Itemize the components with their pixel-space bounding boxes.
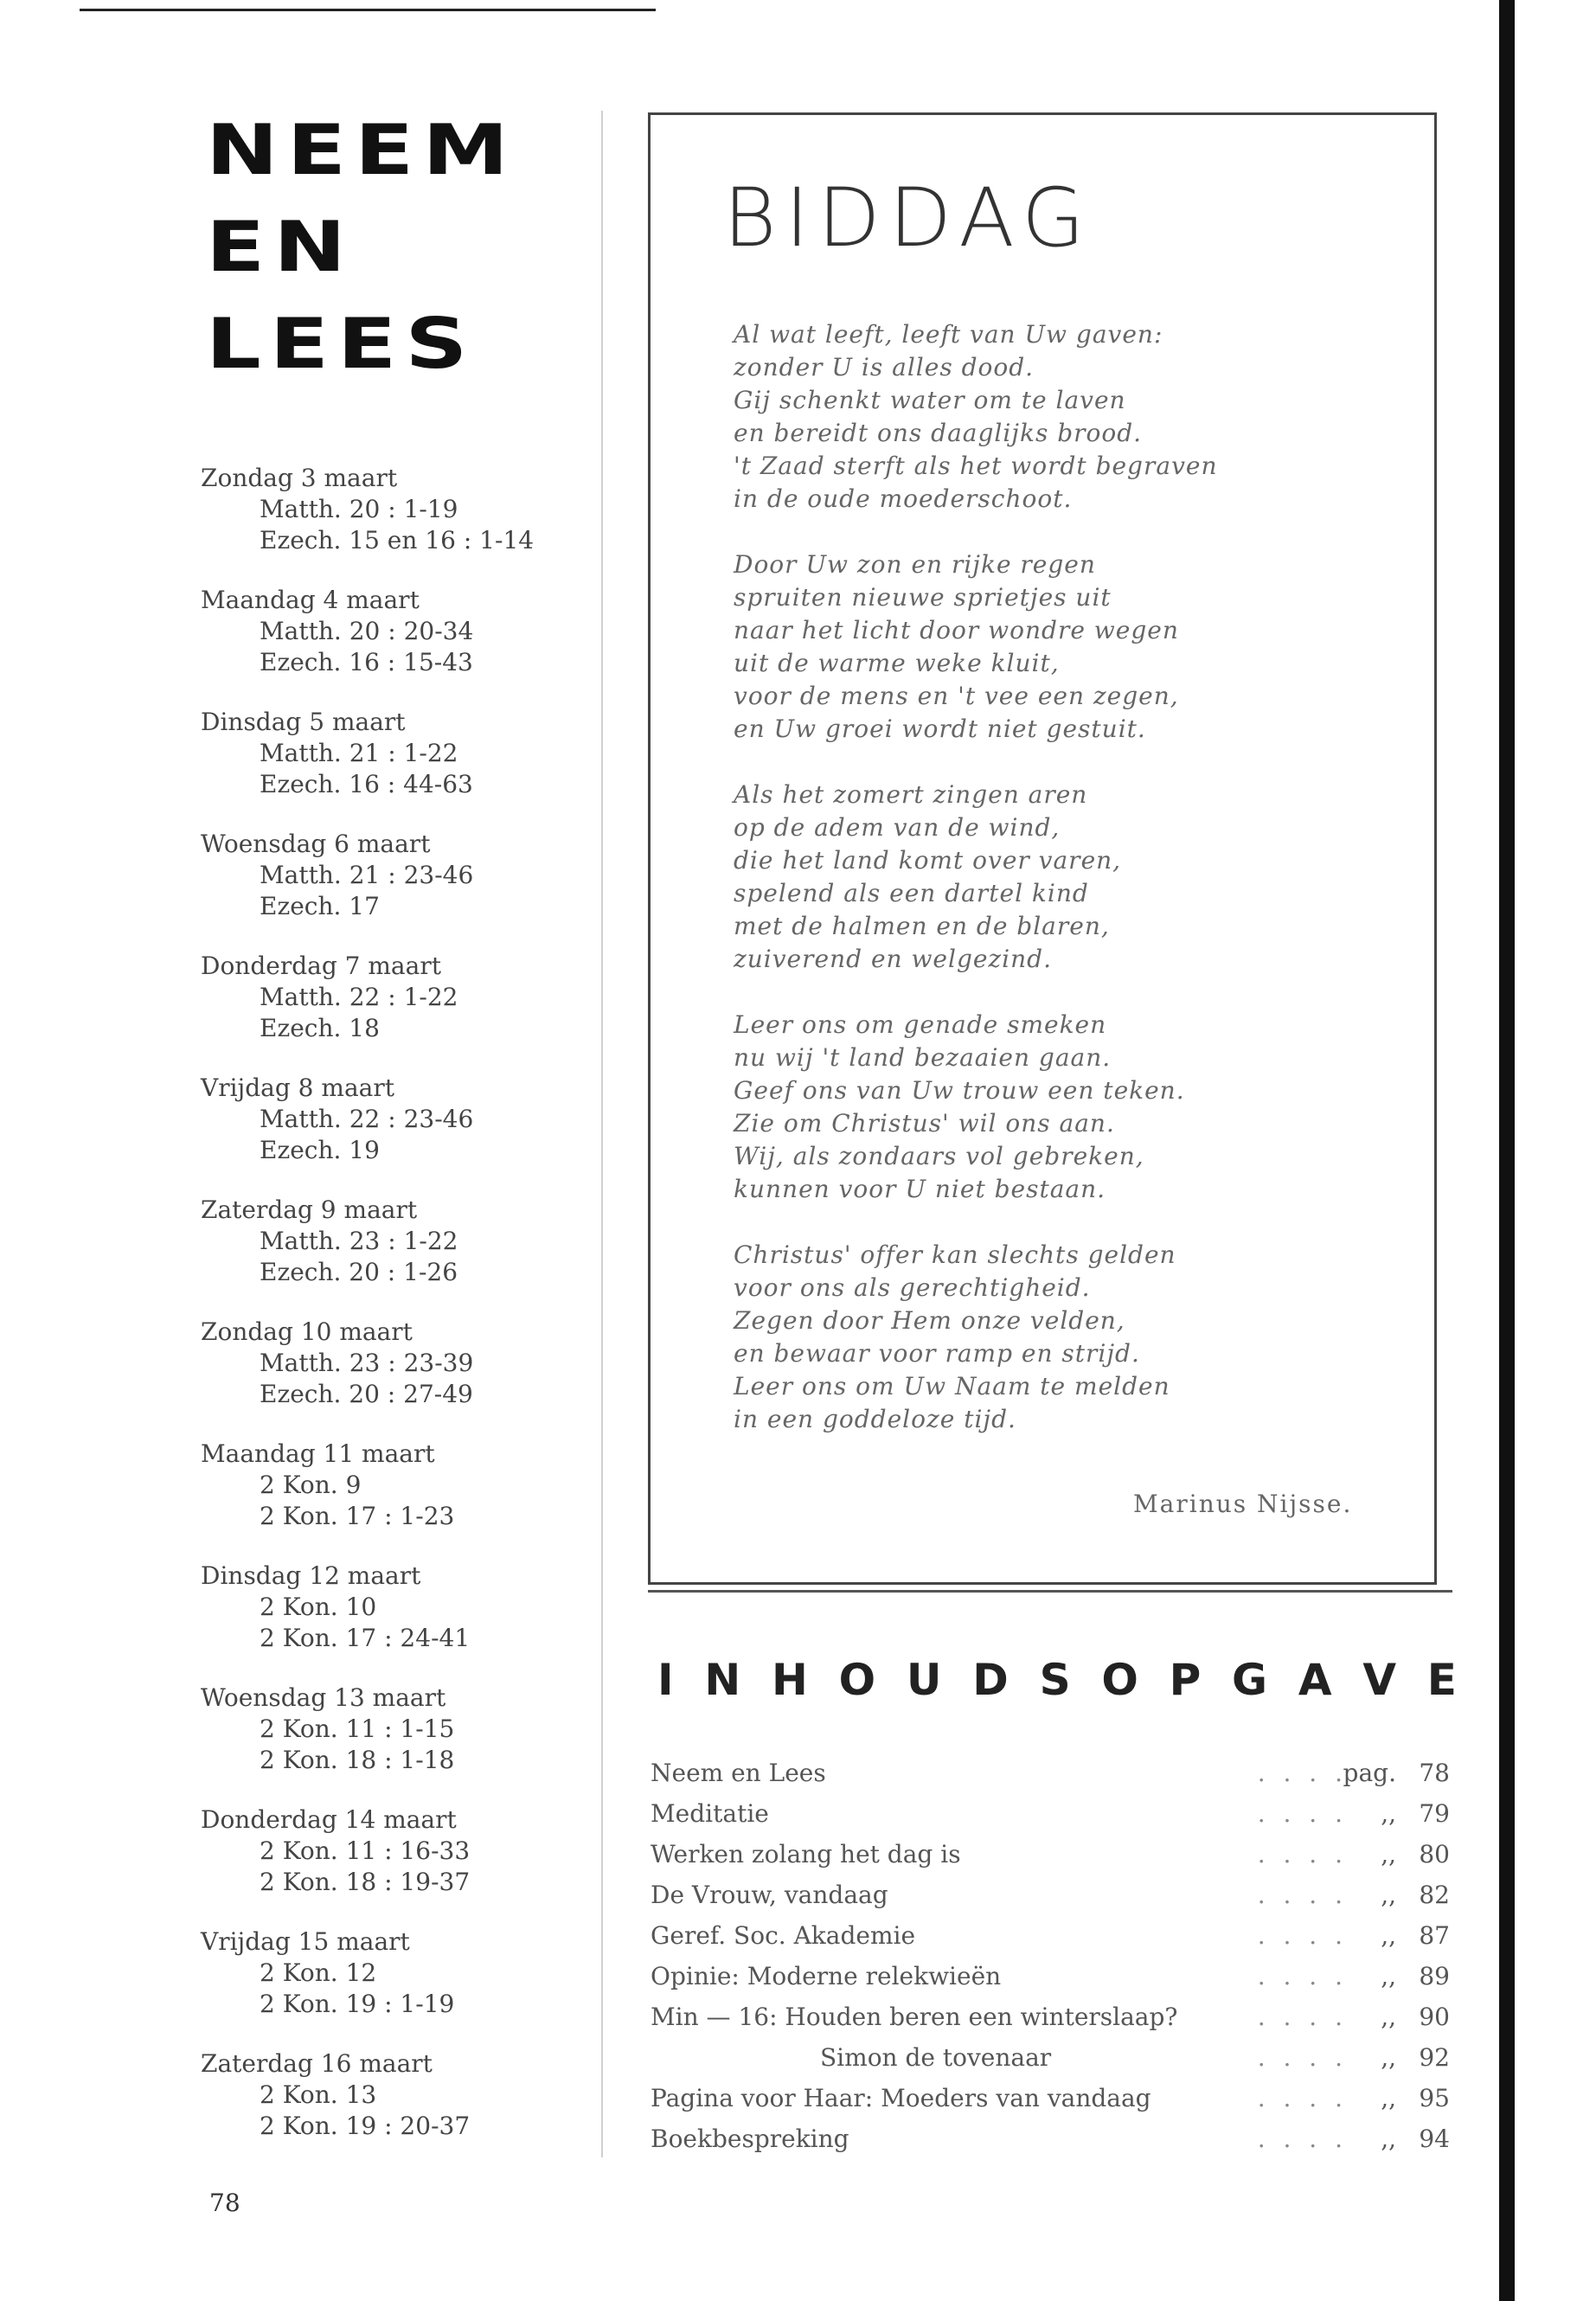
reading-day-label: Vrijdag 15 maart bbox=[201, 1927, 410, 1956]
toc-entry-label: Geref. Soc. Akademie bbox=[651, 1921, 916, 1950]
toc-entry-page: 82 bbox=[1419, 1881, 1450, 1909]
poem-stanza bbox=[734, 779, 1408, 976]
poem-line: in een goddeloze tijd. bbox=[734, 1405, 1016, 1433]
toc-title-letter: A bbox=[1298, 1655, 1332, 1705]
reading-day-label: Woensdag 6 maart bbox=[201, 830, 431, 858]
reading-reference: Ezech. 19 bbox=[260, 1136, 380, 1164]
toc-title-letter: D bbox=[972, 1655, 1009, 1705]
reading-reference: 2 Kon. 19 : 1-19 bbox=[260, 1990, 455, 2018]
poem-line: Christus' offer kan slechts gelden bbox=[734, 1240, 1176, 1269]
neem-en-lees-title bbox=[206, 102, 569, 393]
poem-line: die het land komt over varen, bbox=[734, 846, 1122, 875]
toc-title-letter: G bbox=[1232, 1655, 1268, 1705]
toc-entry bbox=[651, 2037, 1450, 2078]
toc-entry-page: 80 bbox=[1419, 1840, 1450, 1868]
poem-line: naar het licht door wondre wegen bbox=[734, 616, 1179, 644]
toc-entry-page: 79 bbox=[1419, 1799, 1450, 1828]
reading-day-label: Dinsdag 5 maart bbox=[201, 708, 406, 736]
toc-title-letter: H bbox=[772, 1655, 808, 1705]
toc-entry-page: 95 bbox=[1419, 2084, 1450, 2112]
reading-reference: 2 Kon. 18 : 19-37 bbox=[260, 1868, 471, 1896]
toc-leader-dots: . . . . bbox=[1257, 1881, 1348, 1909]
poem-line: Gij schenkt water om te laven bbox=[734, 386, 1126, 414]
reading-reference: Matth. 21 : 1-22 bbox=[260, 739, 458, 767]
poem-author: Marinus Nijsse. bbox=[1133, 1490, 1353, 1518]
reading-reference: Ezech. 20 : 1-26 bbox=[260, 1258, 458, 1286]
reading-reference: 2 Kon. 17 : 1-23 bbox=[260, 1502, 455, 1530]
toc-entry bbox=[651, 1956, 1450, 1997]
poem-line: 't Zaad sterft als het wordt begraven bbox=[734, 452, 1218, 480]
poem-line: en Uw groei wordt niet gestuit. bbox=[734, 715, 1146, 743]
poem-line: kunnen voor U niet bestaan. bbox=[734, 1175, 1106, 1203]
reading-day bbox=[201, 1439, 573, 1561]
top-rule bbox=[80, 9, 656, 11]
table-of-contents bbox=[651, 1753, 1450, 2159]
reading-reference: Ezech. 16 : 44-63 bbox=[260, 770, 473, 798]
poem-line: in de oude moederschoot. bbox=[734, 484, 1073, 513]
poem-line: voor ons als gerechtigheid. bbox=[734, 1273, 1091, 1302]
toc-leader-dots: . . . . bbox=[1257, 2084, 1348, 2112]
poem-line: uit de warme weke kluit, bbox=[734, 649, 1060, 677]
reading-day bbox=[201, 463, 573, 585]
toc-entry-page: 90 bbox=[1419, 2003, 1450, 2031]
toc-entry-prefix: ,, bbox=[1381, 1881, 1396, 1909]
poem-line: op de adem van de wind, bbox=[734, 813, 1061, 842]
page-number: 78 bbox=[209, 2189, 240, 2217]
poem-body bbox=[734, 318, 1408, 1469]
toc-entry bbox=[651, 1997, 1450, 2037]
toc-entry-prefix: pag. bbox=[1343, 1759, 1396, 1787]
poem-stanza bbox=[734, 548, 1408, 746]
poem-title: BIDDAG bbox=[723, 171, 1093, 266]
reading-day-label: Dinsdag 12 maart bbox=[201, 1561, 421, 1590]
toc-title-letter: O bbox=[1101, 1655, 1138, 1705]
column-divider bbox=[601, 111, 603, 2157]
poem-stanza bbox=[734, 318, 1408, 516]
reading-day-label: Maandag 11 maart bbox=[201, 1439, 435, 1468]
toc-leader-dots: . . . . bbox=[1257, 1799, 1348, 1828]
toc-entry-prefix: ,, bbox=[1381, 1962, 1396, 1990]
reading-day bbox=[201, 951, 573, 1073]
poem-line: en bewaar voor ramp en strijd. bbox=[734, 1339, 1140, 1368]
poem-stanza bbox=[734, 1239, 1408, 1436]
toc-entry-label: Neem en Lees bbox=[651, 1759, 826, 1787]
toc-leader-dots: . . . . bbox=[1257, 2003, 1348, 2031]
toc-leader-dots: . . . . bbox=[1257, 1840, 1348, 1868]
toc-entry-label: Meditatie bbox=[651, 1799, 769, 1828]
title-line: NEEM bbox=[206, 110, 517, 190]
toc-entry-prefix: ,, bbox=[1381, 1799, 1396, 1828]
toc-title bbox=[657, 1654, 1457, 1706]
toc-entry-prefix: ,, bbox=[1381, 2125, 1396, 2153]
reading-reference: 2 Kon. 13 bbox=[260, 2080, 377, 2109]
reading-reference: Ezech. 18 bbox=[260, 1014, 380, 1042]
reading-reference: Matth. 23 : 23-39 bbox=[260, 1349, 474, 1377]
toc-leader-dots: . . . . bbox=[1257, 1759, 1348, 1787]
reading-reference: 2 Kon. 18 : 1-18 bbox=[260, 1746, 455, 1774]
poem-box-underline bbox=[648, 1590, 1452, 1593]
reading-reference: Ezech. 17 bbox=[260, 892, 380, 920]
reading-reference: Matth. 21 : 23-46 bbox=[260, 861, 474, 889]
reading-reference: Matth. 20 : 1-19 bbox=[260, 495, 458, 523]
poem-line: Geef ons van Uw trouw een teken. bbox=[734, 1076, 1185, 1105]
poem-line: Door Uw zon en rijke regen bbox=[734, 550, 1096, 579]
toc-title-letter: E bbox=[1426, 1655, 1457, 1705]
poem-line: Leer ons om genade smeken bbox=[734, 1010, 1107, 1039]
toc-entry-label: Pagina voor Haar: Moeders van vandaag bbox=[651, 2084, 1151, 2112]
poem-line: nu wij 't land bezaaien gaan. bbox=[734, 1043, 1112, 1072]
reading-day bbox=[201, 829, 573, 951]
reading-day-label: Zondag 3 maart bbox=[201, 464, 398, 492]
toc-entry-prefix: ,, bbox=[1381, 2003, 1396, 2031]
toc-entry-page: 89 bbox=[1419, 1962, 1450, 1990]
poem-line: Zegen door Hem onze velden, bbox=[734, 1306, 1125, 1335]
reading-reference: 2 Kon. 10 bbox=[260, 1593, 377, 1621]
toc-leader-dots: . . . . bbox=[1257, 1962, 1348, 1990]
poem-line: Als het zomert zingen aren bbox=[734, 780, 1088, 809]
toc-title-letter: V bbox=[1362, 1655, 1397, 1705]
toc-entry-prefix: ,, bbox=[1381, 1921, 1396, 1950]
poem-line: voor de mens en 't vee een zegen, bbox=[734, 682, 1179, 710]
toc-entry bbox=[651, 1875, 1450, 1915]
reading-reference: Matth. 22 : 23-46 bbox=[260, 1105, 474, 1133]
reading-reference: 2 Kon. 9 bbox=[260, 1471, 362, 1499]
toc-entry bbox=[651, 1834, 1450, 1875]
reading-day bbox=[201, 585, 573, 707]
reading-reference: Ezech. 15 en 16 : 1-14 bbox=[260, 526, 535, 554]
reading-reference: 2 Kon. 11 : 16-33 bbox=[260, 1836, 471, 1865]
reading-day bbox=[201, 707, 573, 829]
reading-day-label: Zondag 10 maart bbox=[201, 1317, 413, 1346]
toc-entry-prefix: ,, bbox=[1381, 2043, 1396, 2072]
reading-day-label: Zaterdag 16 maart bbox=[201, 2049, 433, 2078]
poem-line: Wij, als zondaars vol gebreken, bbox=[734, 1142, 1144, 1170]
reading-day-label: Maandag 4 maart bbox=[201, 586, 420, 614]
reading-day bbox=[201, 1682, 573, 1804]
reading-reference: 2 Kon. 11 : 1-15 bbox=[260, 1715, 455, 1743]
poem-line: met de halmen en de blaren, bbox=[734, 912, 1110, 940]
reading-reference: 2 Kon. 17 : 24-41 bbox=[260, 1624, 471, 1652]
poem-line: Zie om Christus' wil ons aan. bbox=[734, 1109, 1115, 1138]
toc-entry bbox=[651, 1793, 1450, 1834]
toc-entry bbox=[651, 2078, 1450, 2118]
reading-reference: Matth. 22 : 1-22 bbox=[260, 983, 458, 1011]
reading-reference: Matth. 23 : 1-22 bbox=[260, 1227, 458, 1255]
poem-line: spruiten nieuwe sprietjes uit bbox=[734, 583, 1112, 612]
reading-day bbox=[201, 1804, 573, 1926]
toc-entry-label: Min — 16: Houden beren een winterslaap? bbox=[651, 2003, 1178, 2031]
right-edge-bar bbox=[1499, 0, 1515, 2301]
toc-entry-label: Simon de tovenaar bbox=[820, 2043, 1052, 2072]
reading-day bbox=[201, 1926, 573, 2048]
toc-entry-prefix: ,, bbox=[1381, 1840, 1396, 1868]
toc-entry bbox=[651, 2118, 1450, 2159]
reading-day-label: Donderdag 7 maart bbox=[201, 952, 441, 980]
title-line: EN bbox=[206, 207, 356, 287]
toc-entry-prefix: ,, bbox=[1381, 2084, 1396, 2112]
poem-line: Al wat leeft, leeft van Uw gaven: bbox=[734, 320, 1163, 349]
toc-entry-page: 78 bbox=[1419, 1759, 1450, 1787]
toc-title-letter: P bbox=[1169, 1655, 1202, 1705]
toc-entry bbox=[651, 1753, 1450, 1793]
toc-leader-dots: . . . . bbox=[1257, 1921, 1348, 1950]
reading-day bbox=[201, 1317, 573, 1439]
toc-leader-dots: . . . . bbox=[1257, 2125, 1348, 2153]
toc-entry-label: Werken zolang het dag is bbox=[651, 1840, 961, 1868]
toc-title-letter: I bbox=[657, 1655, 674, 1705]
toc-entry-label: Opinie: Moderne relekwieën bbox=[651, 1962, 1002, 1990]
poem-line: zuiverend en welgezind. bbox=[734, 945, 1052, 973]
title-line: LEES bbox=[206, 304, 477, 384]
poem-line: en bereidt ons daaglijks brood. bbox=[734, 419, 1143, 447]
toc-entry bbox=[651, 1915, 1450, 1956]
reading-reference: 2 Kon. 19 : 20-37 bbox=[260, 2112, 471, 2140]
reading-reference: 2 Kon. 12 bbox=[260, 1958, 377, 1987]
toc-title-letter: O bbox=[838, 1655, 876, 1705]
poem-line: Leer ons om Uw Naam te melden bbox=[734, 1372, 1170, 1400]
toc-entry-page: 87 bbox=[1419, 1921, 1450, 1950]
toc-entry-page: 94 bbox=[1419, 2125, 1450, 2153]
toc-title-letter: N bbox=[704, 1655, 741, 1705]
poem-stanza bbox=[734, 1009, 1408, 1206]
toc-title-letter: U bbox=[906, 1655, 942, 1705]
reading-day-label: Zaterdag 9 maart bbox=[201, 1195, 418, 1224]
reading-day-label: Vrijdag 8 maart bbox=[201, 1074, 394, 1102]
toc-title-letter: S bbox=[1039, 1655, 1071, 1705]
poem-line: zonder U is alles dood. bbox=[734, 353, 1035, 381]
reading-day bbox=[201, 1561, 573, 1682]
toc-entry-label: Boekbespreking bbox=[651, 2125, 849, 2153]
reading-day-label: Donderdag 14 maart bbox=[201, 1805, 457, 1834]
toc-entry-label: De Vrouw, vandaag bbox=[651, 1881, 888, 1909]
reading-schedule bbox=[201, 463, 573, 2170]
toc-leader-dots: . . . . bbox=[1257, 2043, 1348, 2072]
reading-reference: Matth. 20 : 20-34 bbox=[260, 617, 474, 645]
reading-reference: Ezech. 16 : 15-43 bbox=[260, 648, 473, 676]
reading-day bbox=[201, 1195, 573, 1317]
reading-day bbox=[201, 2048, 573, 2170]
toc-entry-page: 92 bbox=[1419, 2043, 1450, 2072]
reading-day bbox=[201, 1073, 573, 1195]
reading-day-label: Woensdag 13 maart bbox=[201, 1683, 446, 1712]
reading-reference: Ezech. 20 : 27-49 bbox=[260, 1380, 473, 1408]
poem-line: spelend als een dartel kind bbox=[734, 879, 1089, 907]
